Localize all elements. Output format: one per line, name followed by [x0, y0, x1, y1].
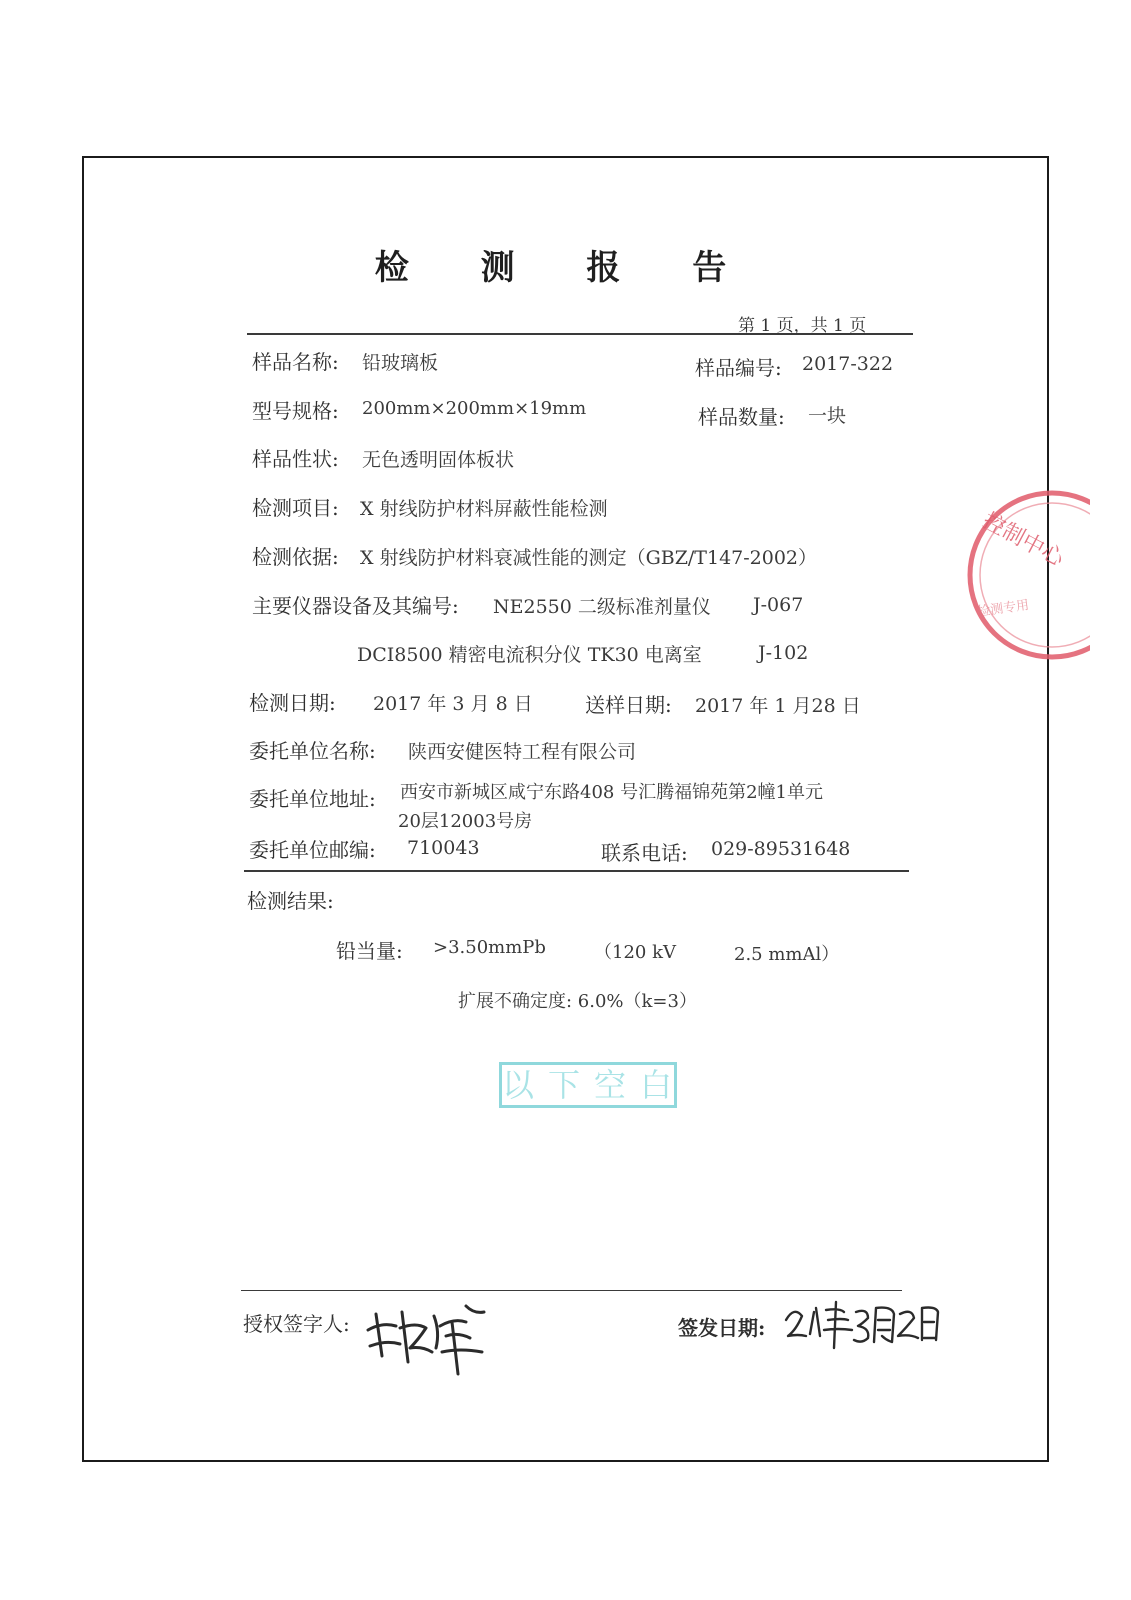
- model-label: 型号规格:: [252, 399, 339, 423]
- signatory-label: 授权签字人:: [243, 1312, 350, 1336]
- handwritten-issue-date: [782, 1290, 942, 1350]
- lead-eq-label: 铅当量:: [336, 939, 403, 963]
- header-divider: [247, 333, 913, 335]
- test-item-label: 检测项目:: [252, 496, 339, 520]
- sample-no-value: 2017-322: [802, 353, 894, 375]
- test-item-value: X 射线防护材料屏蔽性能检测: [360, 498, 608, 520]
- blank-below-stamp: 以下空白: [499, 1062, 677, 1108]
- sample-qty-value: 一块: [808, 405, 847, 427]
- equipment-label: 主要仪器设备及其编号:: [252, 594, 459, 618]
- report-border: [82, 156, 1049, 1462]
- sample-no-label: 样品编号:: [695, 356, 782, 380]
- uncertainty: 扩展不确定度: 6.0%（k=3）: [458, 991, 697, 1012]
- svg-text:检测专用: 检测专用: [976, 597, 1031, 620]
- phone-value: 029-89531648: [711, 838, 851, 860]
- sample-form-label: 样品性状:: [252, 447, 339, 471]
- seal-text: 控制中心: [978, 508, 1068, 572]
- sample-form-value: 无色透明固体板状: [362, 449, 515, 471]
- model-value: 200mm×200mm×19mm: [362, 398, 587, 419]
- signature-image: [362, 1292, 492, 1378]
- issue-date-label: 签发日期:: [678, 1316, 766, 1340]
- page-number: 第 1 页，共 1 页: [738, 316, 867, 336]
- delivery-date-value: 2017 年 1 月28 日: [695, 695, 861, 717]
- official-seal-stamp: [960, 484, 1090, 666]
- sample-name-label: 样品名称:: [252, 350, 339, 374]
- test-date-value: 2017 年 3 月 8 日: [373, 693, 533, 715]
- client-address-label: 委托单位地址:: [249, 787, 376, 811]
- test-date-label: 检测日期:: [249, 691, 336, 715]
- client-name-value: 陕西安健医特工程有限公司: [408, 741, 637, 763]
- equipment-2-code: J-102: [758, 642, 809, 664]
- sample-qty-label: 样品数量:: [698, 405, 785, 429]
- results-divider: [244, 870, 909, 872]
- client-name-label: 委托单位名称:: [249, 739, 376, 763]
- client-postcode-value: 710043: [407, 837, 480, 859]
- client-address-line2: 20层12003号房: [398, 811, 533, 832]
- test-basis-label: 检测依据:: [252, 545, 339, 569]
- test-basis-value: X 射线防护材料衰减性能的测定（GBZ/T147-2002）: [360, 547, 818, 569]
- delivery-date-label: 送样日期:: [585, 693, 672, 717]
- results-heading: 检测结果:: [247, 889, 334, 913]
- report-title: 检 测 报 告: [374, 248, 757, 288]
- condition-kv: （120 kV: [594, 942, 676, 963]
- phone-label: 联系电话:: [601, 841, 688, 865]
- equipment-1-code: J-067: [753, 594, 804, 616]
- client-address-line1: 西安市新城区咸宁东路408 号汇腾福锦苑第2幢1单元: [400, 782, 823, 803]
- equipment-2-name: DCI8500 精密电流积分仪 TK30 电离室: [357, 644, 702, 666]
- condition-filter: 2.5 mmAl）: [734, 944, 840, 965]
- sample-name-value: 铅玻璃板: [362, 352, 439, 374]
- lead-eq-value: >3.50mmPb: [433, 937, 546, 958]
- equipment-1-name: NE2550 二级标准剂量仪: [493, 596, 711, 618]
- client-postcode-label: 委托单位邮编:: [249, 838, 376, 862]
